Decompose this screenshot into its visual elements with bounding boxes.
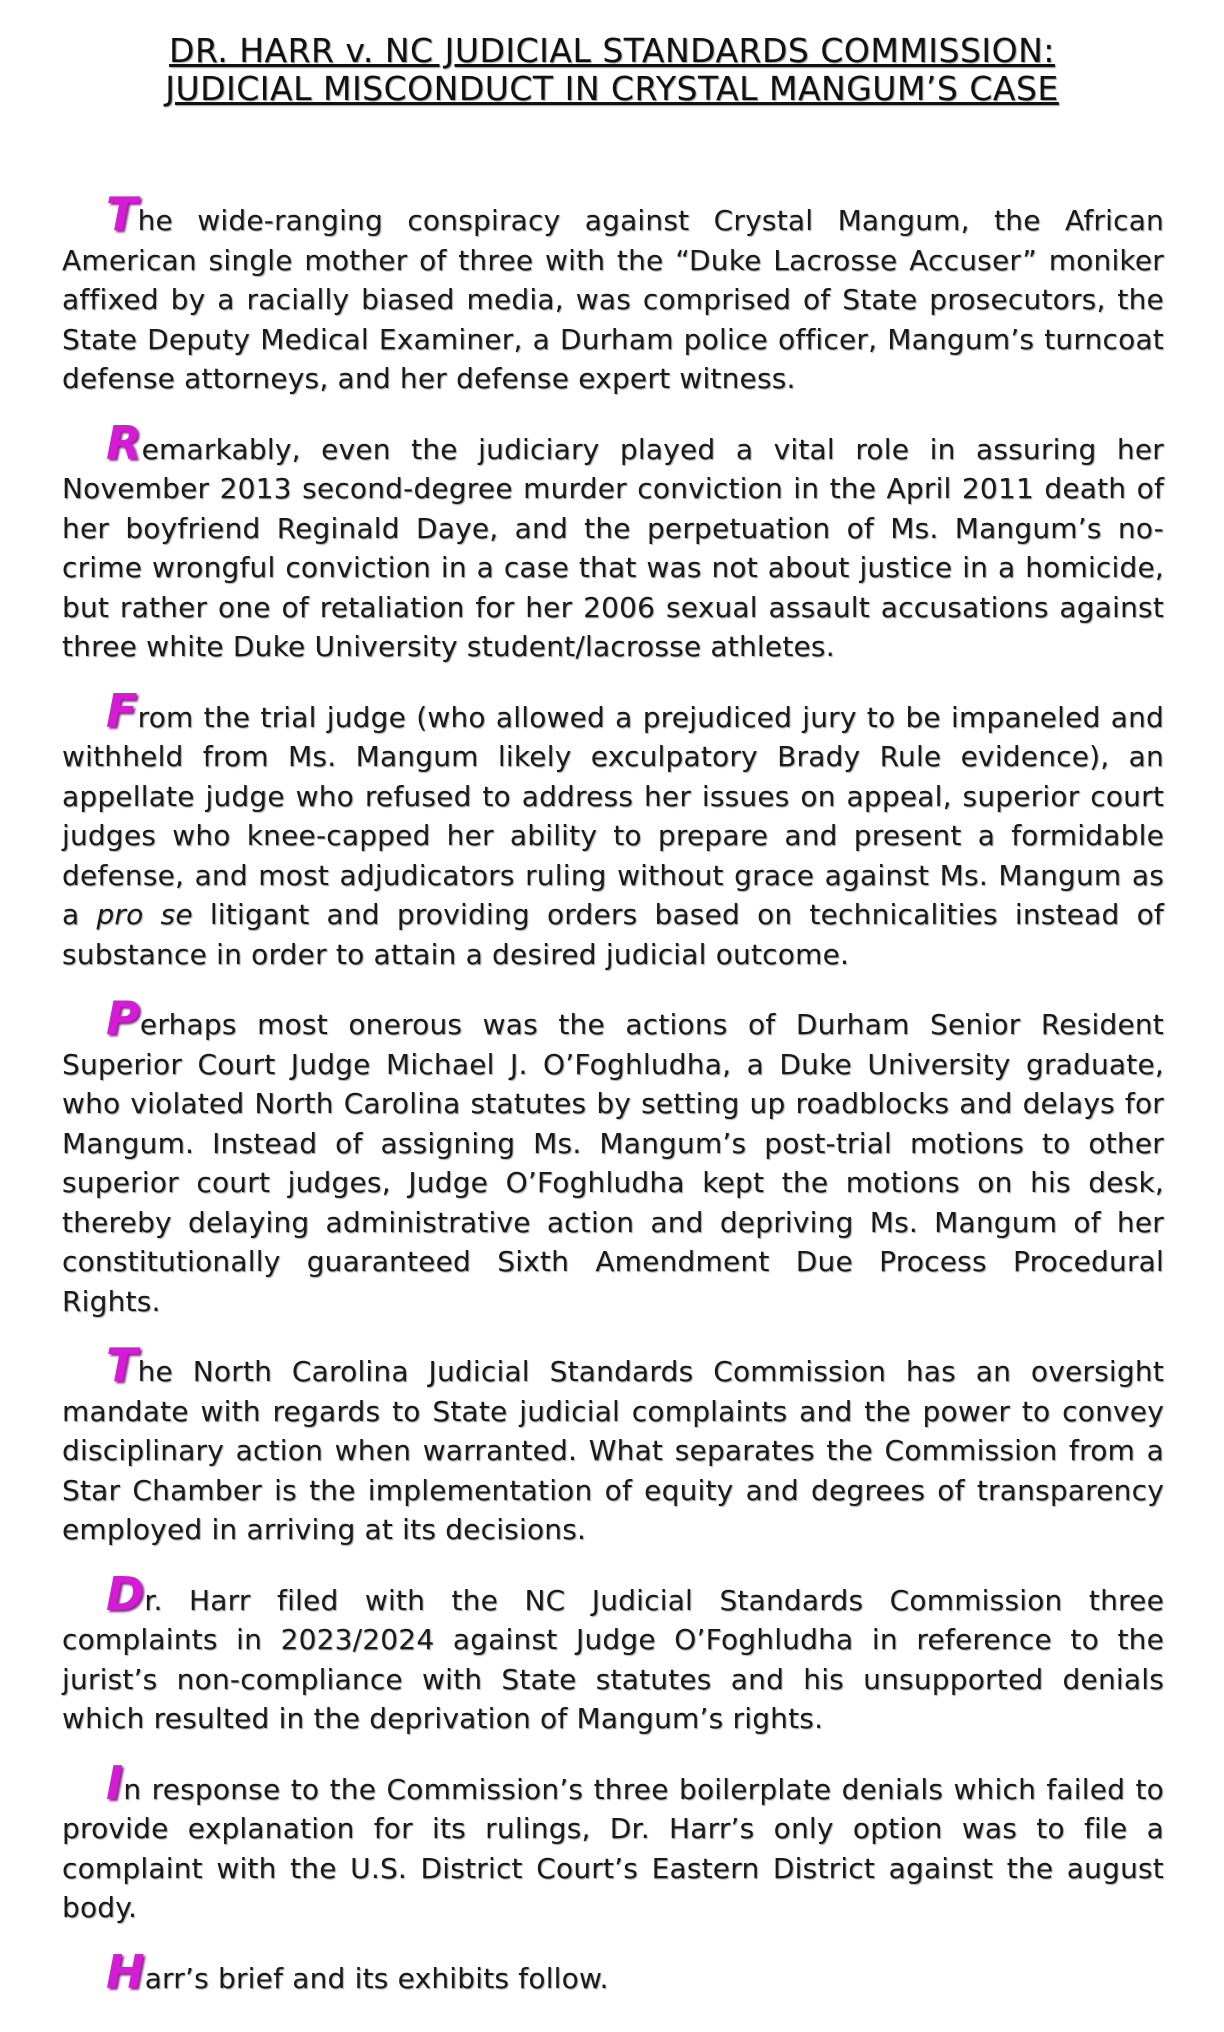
- paragraph-text: emarkably, even the judiciary played a vital role in assuring her November 2013 second-degree murder conviction in the April 2011 death of her boyfriend Reginald Daye, and the perpetuation of Ms. Mangum’s no-crime wrongful conviction in a case that was not about justice in a homicide, but rather one of retaliation for her 2006 sexual assault accusations against three white Duke University student/lacrosse athletes.: [62, 432, 1164, 663]
- paragraph-3: [62, 683, 1164, 975]
- drop-cap: H: [106, 1944, 145, 1999]
- paragraph-text: arr’s brief and its exhibits follow.: [144, 1961, 609, 1995]
- paragraph-text: r. Harr filed with the NC Judicial Standards Commission three complaints in 2023/2024 against Judge O’Foghludha in reference to the jurist’s non-compliance with State statutes and his unsupported denials which resulted in the deprivation of Mangum’s rights.: [62, 1583, 1164, 1735]
- paragraph-6: [62, 1566, 1164, 1739]
- document-title: [100, 32, 1124, 108]
- paragraph-5: [62, 1338, 1164, 1550]
- paragraph-8: [62, 1944, 1164, 1999]
- drop-cap: I: [106, 1755, 124, 1810]
- paragraph-text: n response to the Commission’s three boilerplate denials which failed to provide explanation for its rulings, Dr. Harr’s only option was to file a complaint with the U.S. District Court’s Eastern District against the august body.: [62, 1772, 1164, 1924]
- paragraph-7: [62, 1755, 1164, 1928]
- paragraph-text-before: rom the trial judge (who allowed a prejudiced jury to be impaneled and withheld from Ms. Mangum likely exculpatory Brady Rule evidence), an appellate judge who refused to address her issues on appeal, superior court judges who knee-capped her ability to prepare and present a formidable defense, and most adjudicators ruling without grace against Ms. Mangum as a: [62, 700, 1164, 931]
- title-line-1: DR. HARR v. NC JUDICIAL STANDARDS COMMISSION:: [169, 31, 1055, 70]
- drop-cap: D: [106, 1566, 145, 1621]
- drop-cap: T: [106, 187, 138, 241]
- drop-cap: T: [106, 1338, 138, 1392]
- document-body: [62, 187, 1164, 2028]
- italic-term: pro se: [96, 898, 193, 931]
- drop-cap: R: [106, 415, 142, 470]
- drop-cap: P: [106, 991, 140, 1045]
- paragraph-text: he wide-ranging conspiracy against Crystal Mangum, the African American single mother of three with the “Duke Lacrosse Accuser” moniker affixed by a racially biased media, was comprised of State prosecutors, the State Deputy Medical Examiner, a Durham police officer, Mangum’s turncoat defense attorneys, and her defense expert witness.: [62, 204, 1164, 395]
- paragraph-text-after: litigant and providing orders based on technicalities instead of substance in order to attain a desired judicial outcome.: [62, 898, 1164, 971]
- paragraph-2: [62, 415, 1164, 667]
- paragraph-text: he North Carolina Judicial Standards Commission has an oversight mandate with regards to State judicial complaints and the power to convey disciplinary action when warranted. What separates the Commission from a Star Chamber is the implementation of equity and degrees of transparency employed in arriving at its decisions.: [62, 1355, 1164, 1546]
- paragraph-4: [62, 991, 1164, 1321]
- title-line-2: JUDICIAL MISCONDUCT IN CRYSTAL MANGUM’S CASE: [165, 69, 1059, 108]
- paragraph-text: erhaps most onerous was the actions of Durham Senior Resident Superior Court Judge Michael J. O’Foghludha, a Duke University graduate, who violated North Carolina statutes by setting up roadblocks and delays for Mangum. Instead of assigning Ms. Mangum’s post-trial motions to other superior court judges, Judge O’Foghludha kept the motions on his desk, thereby delaying administrative action and depriving Ms. Mangum of her constitutionally guaranteed Sixth Amendment Due Process Procedural Rights.: [62, 1008, 1164, 1318]
- paragraph-1: [62, 187, 1164, 399]
- drop-cap: F: [106, 683, 138, 738]
